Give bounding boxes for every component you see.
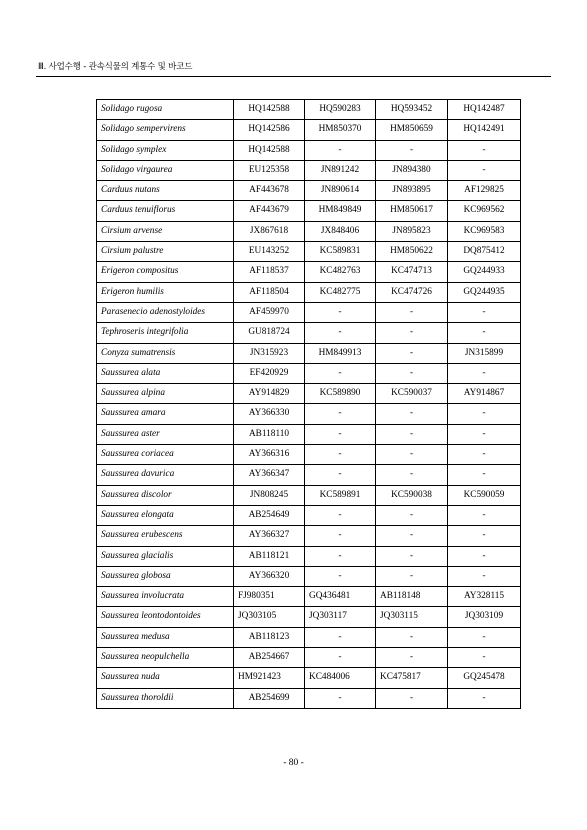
species-cell: Tephroseris integrifolia (97, 323, 234, 343)
table-row (97, 546, 521, 566)
species-cell: Cirsium palustre (97, 242, 234, 262)
accession-cell-1: FJ980351 (234, 587, 305, 607)
accession-cell-1: AY366347 (234, 465, 305, 485)
accession-cell-1: AB254699 (234, 688, 305, 708)
accession-cell-1: AY366327 (234, 526, 305, 546)
species-cell: Conyza sumatrensis (97, 343, 234, 363)
accession-cell-3: - (376, 363, 448, 383)
accession-cell-3: JN894380 (376, 160, 448, 180)
accession-cell-1: JN315923 (234, 343, 305, 363)
accession-cell-2: JX848406 (305, 221, 376, 241)
accession-cell-3: KC590038 (376, 485, 448, 505)
accession-cell-1: AB118123 (234, 627, 305, 647)
accession-cell-4: AY914867 (448, 384, 521, 404)
species-cell: Saussurea neopulchella (97, 648, 234, 668)
accession-cell-2: - (305, 648, 376, 668)
accession-cell-2: HM850370 (305, 120, 376, 140)
accession-cell-2: - (305, 140, 376, 160)
accession-cell-3: AB118148 (376, 587, 448, 607)
accession-cell-4: DQ875412 (448, 242, 521, 262)
table-row (97, 445, 521, 465)
table-row (97, 100, 521, 120)
accession-table (96, 99, 521, 709)
table-row (97, 587, 521, 607)
accession-cell-4: - (448, 505, 521, 525)
accession-cell-4: HQ142491 (448, 120, 521, 140)
species-cell: Saussurea coriacea (97, 445, 234, 465)
accession-cell-3: - (376, 302, 448, 322)
species-cell: Saussurea discolor (97, 485, 234, 505)
accession-cell-4: GQ244933 (448, 262, 521, 282)
accession-table-body (97, 100, 521, 709)
accession-cell-1: AF118537 (234, 262, 305, 282)
accession-cell-4: - (448, 526, 521, 546)
table-row (97, 282, 521, 302)
accession-cell-2: - (305, 465, 376, 485)
species-cell: Erigeron humilis (97, 282, 234, 302)
species-cell: Saussurea globosa (97, 566, 234, 586)
accession-cell-3: HQ593452 (376, 100, 448, 120)
accession-cell-1: HQ142588 (234, 140, 305, 160)
accession-cell-2: - (305, 323, 376, 343)
table-row (97, 566, 521, 586)
table-row (97, 648, 521, 668)
table-row (97, 384, 521, 404)
accession-cell-2: - (305, 546, 376, 566)
accession-cell-1: AY914829 (234, 384, 305, 404)
accession-cell-3: KC474713 (376, 262, 448, 282)
accession-cell-3: HM850622 (376, 242, 448, 262)
accession-cell-2: - (305, 404, 376, 424)
species-cell: Saussurea nuda (97, 668, 234, 688)
accession-cell-4: - (448, 546, 521, 566)
table-row (97, 485, 521, 505)
table-row (97, 302, 521, 322)
table-row (97, 627, 521, 647)
species-cell: Saussurea erubescens (97, 526, 234, 546)
accession-cell-2: - (305, 526, 376, 546)
accession-cell-2: - (305, 363, 376, 383)
species-cell: Saussurea leontodontoides (97, 607, 234, 627)
species-cell: Solidago sempervirens (97, 120, 234, 140)
accession-cell-2: KC484006 (305, 668, 376, 688)
accession-cell-1: GU818724 (234, 323, 305, 343)
accession-cell-4: - (448, 302, 521, 322)
accession-cell-3: - (376, 688, 448, 708)
accession-cell-1: AF443679 (234, 201, 305, 221)
accession-cell-2: - (305, 688, 376, 708)
accession-cell-3: - (376, 648, 448, 668)
accession-cell-3: - (376, 627, 448, 647)
accession-cell-3: JN893895 (376, 181, 448, 201)
table-row (97, 424, 521, 444)
species-cell: Saussurea medusa (97, 627, 234, 647)
table-row (97, 526, 521, 546)
accession-cell-1: JQ303105 (234, 607, 305, 627)
species-cell: Solidago rugosa (97, 100, 234, 120)
accession-cell-4: AF129825 (448, 181, 521, 201)
accession-cell-2: JN891242 (305, 160, 376, 180)
page-number: - 80 - (283, 758, 304, 768)
accession-cell-2: KC589890 (305, 384, 376, 404)
species-cell: Saussurea alpina (97, 384, 234, 404)
accession-cell-4: - (448, 323, 521, 343)
accession-cell-3: HM850659 (376, 120, 448, 140)
accession-cell-3: - (376, 343, 448, 363)
table-row (97, 668, 521, 688)
accession-cell-4: KC969562 (448, 201, 521, 221)
accession-cell-1: AB118110 (234, 424, 305, 444)
accession-cell-2: - (305, 302, 376, 322)
accession-cell-4: KC969583 (448, 221, 521, 241)
accession-cell-1: EF420929 (234, 363, 305, 383)
accession-cell-4: - (448, 160, 521, 180)
table-row (97, 242, 521, 262)
accession-cell-3: - (376, 140, 448, 160)
species-cell: Saussurea thoroldii (97, 688, 234, 708)
accession-cell-2: - (305, 424, 376, 444)
accession-cell-4: - (448, 363, 521, 383)
table-row (97, 465, 521, 485)
accession-cell-4: - (448, 648, 521, 668)
accession-cell-4: - (448, 140, 521, 160)
table-row (97, 221, 521, 241)
accession-cell-2: HQ590283 (305, 100, 376, 120)
table-row (97, 120, 521, 140)
accession-cell-3: KC590037 (376, 384, 448, 404)
accession-cell-3: - (376, 323, 448, 343)
accession-cell-2: - (305, 505, 376, 525)
accession-cell-3: HM850617 (376, 201, 448, 221)
species-cell: Saussurea glacialis (97, 546, 234, 566)
species-cell: Saussurea alata (97, 363, 234, 383)
table-row (97, 262, 521, 282)
species-cell: Parasenecio adenostyloides (97, 302, 234, 322)
species-cell: Erigeron compositus (97, 262, 234, 282)
accession-cell-4: - (448, 404, 521, 424)
species-cell: Carduus tenuiflorus (97, 201, 234, 221)
accession-cell-1: AF118504 (234, 282, 305, 302)
species-cell: Saussurea involucrata (97, 587, 234, 607)
species-cell: Solidago symplex (97, 140, 234, 160)
accession-cell-3: - (376, 424, 448, 444)
accession-cell-4: HQ142487 (448, 100, 521, 120)
accession-cell-1: AY366316 (234, 445, 305, 465)
accession-cell-3: - (376, 404, 448, 424)
species-cell: Saussurea davurica (97, 465, 234, 485)
accession-cell-3: KC475817 (376, 668, 448, 688)
accession-cell-1: EU125358 (234, 160, 305, 180)
species-cell: Saussurea elongata (97, 505, 234, 525)
accession-cell-3: - (376, 465, 448, 485)
accession-cell-1: HM921423 (234, 668, 305, 688)
accession-cell-4: - (448, 424, 521, 444)
accession-cell-1: HQ142586 (234, 120, 305, 140)
accession-cell-4: JN315899 (448, 343, 521, 363)
table-row (97, 404, 521, 424)
accession-cell-4: GQ245478 (448, 668, 521, 688)
accession-cell-3: JN895823 (376, 221, 448, 241)
table-row (97, 323, 521, 343)
species-cell: Solidago virgaurea (97, 160, 234, 180)
accession-cell-4: - (448, 566, 521, 586)
accession-cell-2: - (305, 445, 376, 465)
accession-cell-4: - (448, 627, 521, 647)
accession-cell-2: GQ436481 (305, 587, 376, 607)
accession-cell-1: AB254649 (234, 505, 305, 525)
accession-cell-2: KC589891 (305, 485, 376, 505)
table-row (97, 688, 521, 708)
species-cell: Saussurea aster (97, 424, 234, 444)
accession-cell-1: HQ142588 (234, 100, 305, 120)
table-row (97, 363, 521, 383)
accession-cell-2: - (305, 566, 376, 586)
accession-cell-4: - (448, 465, 521, 485)
accession-cell-4: KC590059 (448, 485, 521, 505)
accession-cell-4: - (448, 445, 521, 465)
accession-cell-4: AY328115 (448, 587, 521, 607)
accession-cell-2: KC589831 (305, 242, 376, 262)
accession-cell-3: JQ303115 (376, 607, 448, 627)
accession-cell-4: GQ244935 (448, 282, 521, 302)
table-row (97, 140, 521, 160)
species-cell: Saussurea amara (97, 404, 234, 424)
accession-cell-2: - (305, 627, 376, 647)
table-row (97, 505, 521, 525)
accession-cell-1: AB254667 (234, 648, 305, 668)
accession-cell-3: - (376, 546, 448, 566)
accession-cell-3: - (376, 505, 448, 525)
accession-cell-3: KC474726 (376, 282, 448, 302)
accession-cell-2: JQ303117 (305, 607, 376, 627)
accession-cell-3: - (376, 566, 448, 586)
accession-cell-4: JQ303109 (448, 607, 521, 627)
accession-cell-1: AY366330 (234, 404, 305, 424)
accession-cell-2: HM849913 (305, 343, 376, 363)
running-header: Ⅲ. 사업수행 - 관속식물의 계통수 및 바코드 (38, 62, 193, 72)
species-cell: Carduus nutans (97, 181, 234, 201)
accession-cell-2: KC482763 (305, 262, 376, 282)
table-row (97, 160, 521, 180)
header-rule (36, 76, 551, 77)
accession-cell-1: AF443678 (234, 181, 305, 201)
table-row (97, 343, 521, 363)
accession-cell-1: JN808245 (234, 485, 305, 505)
accession-cell-1: AB118121 (234, 546, 305, 566)
accession-cell-2: HM849849 (305, 201, 376, 221)
table-row (97, 607, 521, 627)
accession-cell-3: - (376, 445, 448, 465)
accession-cell-1: AY366320 (234, 566, 305, 586)
table-row (97, 201, 521, 221)
table-row (97, 181, 521, 201)
accession-cell-1: AF459970 (234, 302, 305, 322)
accession-cell-1: EU143252 (234, 242, 305, 262)
accession-cell-2: JN890614 (305, 181, 376, 201)
accession-cell-4: - (448, 688, 521, 708)
accession-cell-1: JX867618 (234, 221, 305, 241)
accession-cell-3: - (376, 526, 448, 546)
accession-cell-2: KC482775 (305, 282, 376, 302)
species-cell: Cirsium arvense (97, 221, 234, 241)
